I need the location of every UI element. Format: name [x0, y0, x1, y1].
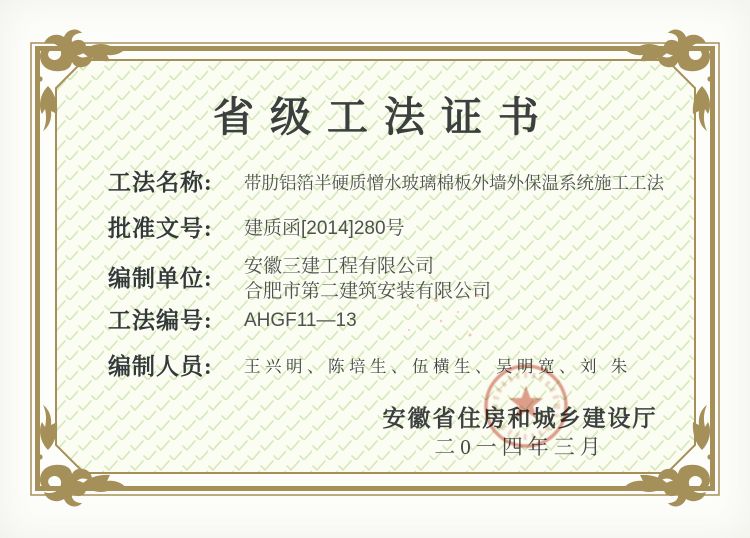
- field-row-method-name: [108, 168, 700, 198]
- field-row-approval-number: [108, 214, 700, 244]
- field-value-compiler-names: 王兴明、陈培生、伍横生、吴明宽、刘 朱: [244, 357, 632, 376]
- seal-star: [509, 386, 543, 419]
- unit-line-2: 合肥市第二建筑安装有限公司: [244, 281, 492, 302]
- certificate-title: 省级工法证书: [213, 94, 555, 140]
- field-value: 带肋铝箔半硬质憎水玻璃棉板外墙外保温系统施工工法: [244, 173, 664, 193]
- field-value: AHGF11—13: [244, 310, 357, 331]
- field-value: [244, 254, 491, 304]
- field-label: 批准文号:: [108, 216, 213, 241]
- field-row-method-code: [108, 306, 700, 336]
- field-value: 建质函[2014]280号: [244, 218, 405, 239]
- official-seal: [478, 360, 574, 456]
- issue-date: 二0一四年三月: [434, 435, 606, 459]
- unit-line-1: 安徽三建工程有限公司: [244, 256, 435, 277]
- field-label: 编制单位:: [108, 266, 213, 291]
- field-row-compiling-units: [108, 254, 700, 304]
- issuer-name: 安徽省住房和城乡建设厅: [382, 406, 658, 431]
- field-row-compilers: [108, 352, 700, 382]
- field-label: 工法编号:: [108, 308, 213, 333]
- field-label: 工法名称:: [108, 170, 213, 195]
- field-label: 编制人员:: [108, 354, 213, 379]
